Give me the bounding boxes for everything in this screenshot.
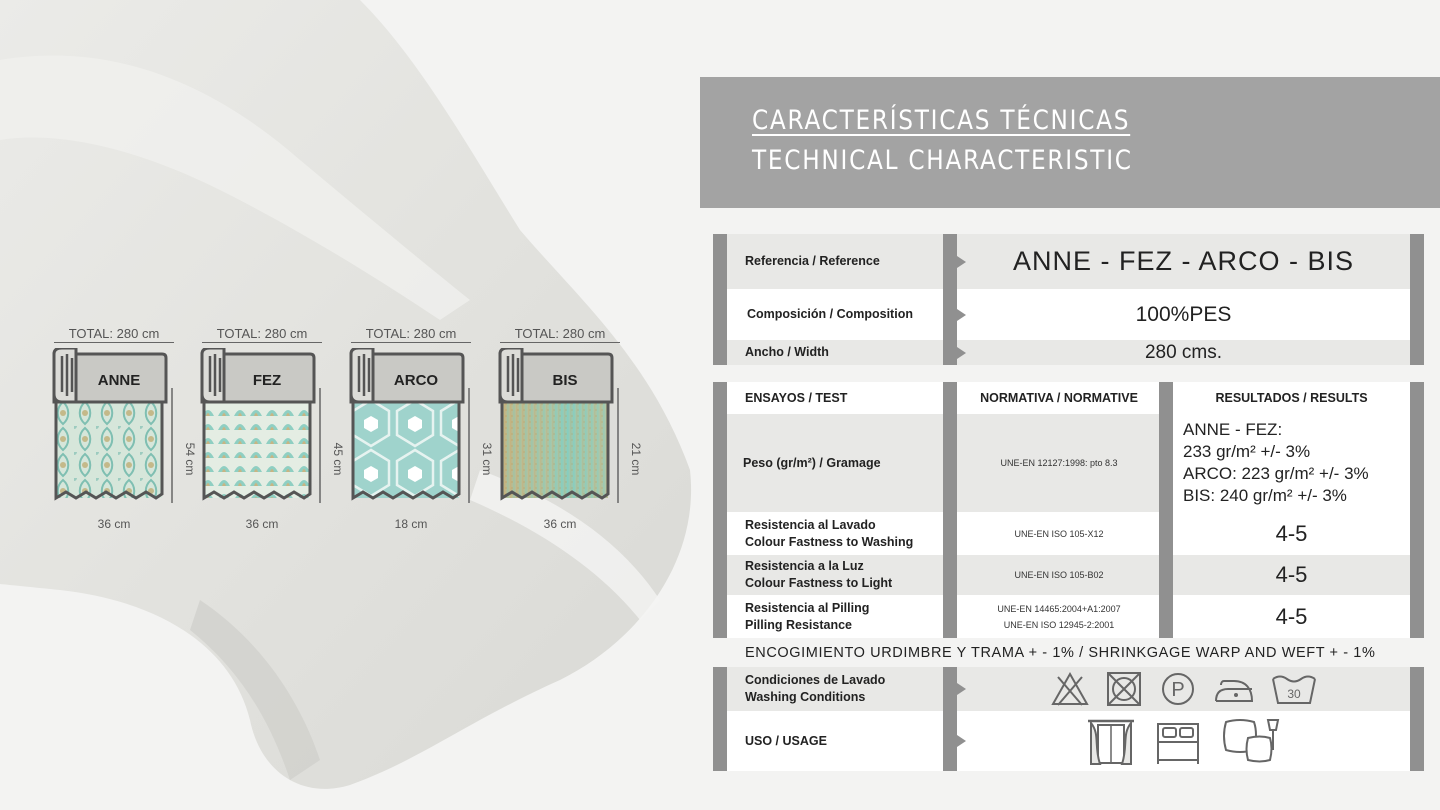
wash-30-icon [1270,671,1318,707]
shrinkage-note: ENCOGIMIENTO URDIMBRE Y TRAMA + - 1% / SHRINKGAGE WARP AND WEFT + - 1% [745,645,1376,661]
page-title-en: TECHNICAL CHARACTERISTIC [752,145,1133,176]
usage-label: USO / USAGE [745,733,827,748]
washing-normative: UNE-EN ISO 105-X12 [1014,528,1104,539]
weight-result-line: 233 gr/m² +/- 3% [1183,442,1311,461]
sample-total: TOTAL: 280 cm [365,326,457,341]
column-divider [943,340,957,365]
light-label-es: Resistencia a la Luz [745,559,864,573]
composition-row [713,289,1424,340]
col-header-test: ENSAYOS / TEST [745,390,848,405]
no-bleach-icon [1050,671,1090,707]
reference-value: ANNE - FEZ - ARCO - BIS [1012,246,1355,276]
sample-total: TOTAL: 280 cm [514,326,606,341]
col-header-results: RESULTADOS / RESULTS [1215,391,1368,405]
usage-row [713,711,1424,771]
sample-width: 36 cm [97,517,131,531]
washing-row [713,512,1424,555]
arrow-marker [957,309,966,321]
light-normative: UNE-EN ISO 105-B02 [1014,570,1104,580]
weight-row [713,414,1424,512]
arrow-marker [957,683,966,695]
care-row [713,667,1424,711]
sample-width: 36 cm [245,517,279,531]
iron-icon [1212,671,1256,707]
care-label-es: Condiciones de Lavado [745,673,886,687]
pilling-normative-1: UNE-EN 14465:2004+A1:2007 [997,603,1121,614]
sample-height: 21 cm [629,442,643,476]
sample-total: TOTAL: 280 cm [68,326,160,341]
sample-height: 45 cm [331,442,345,476]
weight-label: Peso (gr/m²) / Gramage [743,455,881,470]
tests-header-row [713,382,1424,414]
sample-width: 36 cm [543,517,577,531]
sample-name: ARCO [393,372,439,389]
light-label-en: Colour Fastness to Light [745,576,893,590]
arrow-marker [957,735,966,747]
pilling-label-en: Pilling Resistance [745,617,852,632]
sample-name: ANNE [97,372,141,389]
composition-label: Composición / Composition [747,307,913,321]
care-usage-table [713,667,1424,771]
page-title-es: CARACTERÍSTICAS TÉCNICAS [752,105,1131,136]
sample-width: 18 cm [394,517,428,531]
sample-height: 54 cm [183,442,197,476]
width-rule [202,342,322,343]
width-rule [500,342,620,343]
weight-result-line: BIS: 240 gr/m² +/- 3% [1183,486,1347,505]
width-rule [54,342,174,343]
reference-label: Referencia / Reference [745,254,880,268]
arrow-marker [957,256,966,268]
column-divider [943,234,957,289]
weight-result-line: ARCO: 223 gr/m² +/- 3% [1183,464,1369,483]
sample-total: TOTAL: 280 cm [216,326,308,341]
sample-height: 31 cm [480,442,494,476]
sample-anne [52,322,197,542]
weight-result-line: ANNE - FEZ: [1183,420,1283,439]
light-result: 4-5 [1275,562,1308,587]
composition-value: 100%PES [1135,302,1232,326]
bed-icon [1152,716,1204,766]
width-value: 280 cms. [1144,341,1223,363]
col-header-normative: NORMATIVA / NORMATIVE [980,391,1138,405]
column-divider [943,289,957,340]
reference-row [713,234,1424,289]
sample-name: BIS [552,372,578,389]
cushion-icon [1220,716,1282,766]
sample-bis [498,322,643,542]
pilling-row [713,595,1424,638]
pilling-result: 4-5 [1275,603,1308,629]
weight-results [1173,419,1369,507]
sample-name: FEZ [252,372,282,389]
header-banner [700,77,1440,208]
care-label-en: Washing Conditions [745,690,866,704]
washing-label-es: Resistencia al Lavado [745,517,876,532]
width-rule [351,342,471,343]
curtain-icon [1086,716,1136,766]
sample-arco [349,322,494,542]
dry-clean-p-icon [1158,671,1198,707]
width-label: Ancho / Width [745,345,829,359]
no-tumble-dry-icon [1104,671,1144,707]
washing-result: 4-5 [1275,520,1308,546]
sample-fez [200,322,345,542]
arrow-marker [957,347,966,359]
pilling-label-es: Resistencia al Pilling [745,600,870,615]
weight-normative: UNE-EN 12127:1998: pto 8.3 [1000,458,1118,468]
light-row [713,555,1424,595]
width-row [713,340,1424,365]
wash-temp: 30 [1286,687,1301,701]
washing-label-en: Colour Fastness to Washing [745,534,914,549]
svg-text:P: P [1170,679,1185,701]
pilling-normative-2: UNE-EN ISO 12945-2:2001 [1003,619,1115,630]
tests-table [713,382,1424,638]
specs-table [713,234,1424,365]
